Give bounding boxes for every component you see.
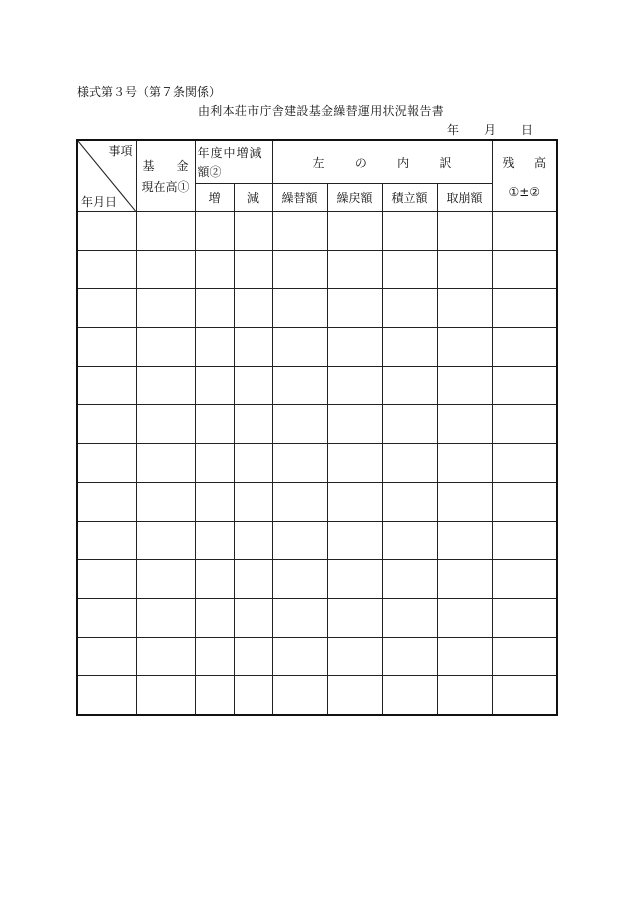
table-cell[interactable] <box>136 598 195 637</box>
table-row <box>77 598 557 637</box>
table-cell[interactable] <box>195 598 234 637</box>
table-cell[interactable] <box>136 212 195 251</box>
table-row <box>77 444 557 483</box>
table-cell[interactable] <box>272 560 327 599</box>
table-cell[interactable] <box>77 444 136 483</box>
header-fund-current: 現在高① <box>141 180 190 194</box>
table-cell[interactable] <box>382 560 437 599</box>
table-cell[interactable] <box>492 405 557 444</box>
table-cell[interactable] <box>272 521 327 560</box>
header-fund-cell <box>136 140 195 212</box>
table-cell[interactable] <box>272 250 327 289</box>
header-breakdown-char-2: の <box>354 155 367 170</box>
table-cell[interactable] <box>272 676 327 715</box>
table-cell[interactable] <box>136 366 195 405</box>
table-row <box>77 366 557 405</box>
date-day-label: 日 <box>521 123 534 137</box>
table-cell[interactable] <box>195 212 234 251</box>
table-cell[interactable] <box>272 366 327 405</box>
header-item-label: 事項 <box>108 144 133 158</box>
table-cell[interactable] <box>234 366 272 405</box>
table-cell[interactable] <box>327 676 382 715</box>
table-cell[interactable] <box>195 521 234 560</box>
table-cell[interactable] <box>492 482 557 521</box>
table-cell[interactable] <box>272 212 327 251</box>
table-cell[interactable] <box>234 444 272 483</box>
table-cell[interactable] <box>234 676 272 715</box>
date-year-label: 年 <box>447 123 460 137</box>
table-cell[interactable] <box>437 366 492 405</box>
table-cell[interactable] <box>492 366 557 405</box>
date-month-label: 月 <box>484 123 497 137</box>
table-cell[interactable] <box>77 560 136 599</box>
table-row <box>77 521 557 560</box>
table-cell[interactable] <box>195 250 234 289</box>
table-cell[interactable] <box>437 405 492 444</box>
table-cell[interactable] <box>382 444 437 483</box>
header-balance-formula: ①±② <box>508 184 541 199</box>
table-cell[interactable] <box>234 405 272 444</box>
table-cell[interactable] <box>136 560 195 599</box>
table-cell[interactable] <box>382 637 437 676</box>
table-cell[interactable] <box>136 676 195 715</box>
header-date-label: 年月日 <box>81 195 118 209</box>
table-cell[interactable] <box>327 521 382 560</box>
table-cell[interactable] <box>382 328 437 367</box>
table-cell[interactable] <box>234 637 272 676</box>
table-cell[interactable] <box>382 405 437 444</box>
table-cell[interactable] <box>195 405 234 444</box>
table-cell[interactable] <box>492 560 557 599</box>
table-cell[interactable] <box>272 289 327 328</box>
table-cell[interactable] <box>234 250 272 289</box>
table-cell[interactable] <box>327 250 382 289</box>
table-row <box>77 250 557 289</box>
table-cell[interactable] <box>195 560 234 599</box>
header-breakdown-char-4: 訳 <box>439 155 452 170</box>
header-kurikae: 繰替額 <box>272 184 327 212</box>
table-cell[interactable] <box>195 289 234 328</box>
table-row <box>77 637 557 676</box>
header-corner-cell <box>77 140 136 212</box>
table-row <box>77 289 557 328</box>
table-cell[interactable] <box>327 637 382 676</box>
table-cell[interactable] <box>195 676 234 715</box>
table-cell[interactable] <box>272 637 327 676</box>
table-cell[interactable] <box>382 366 437 405</box>
table-cell[interactable] <box>437 328 492 367</box>
table-cell[interactable] <box>195 444 234 483</box>
table-cell[interactable] <box>136 444 195 483</box>
table-cell[interactable] <box>195 328 234 367</box>
header-balance-char-1: 残 <box>502 155 515 170</box>
table-cell[interactable] <box>382 289 437 328</box>
table-cell[interactable] <box>136 521 195 560</box>
table-cell[interactable] <box>327 444 382 483</box>
table-cell[interactable] <box>77 482 136 521</box>
header-breakdown-char-3: 内 <box>397 155 410 170</box>
table-cell[interactable] <box>136 328 195 367</box>
table-cell[interactable] <box>77 637 136 676</box>
header-annual-line1: 年度中増減 <box>197 146 263 160</box>
table-row <box>77 560 557 599</box>
header-decrease: 減 <box>234 184 272 212</box>
header-increase: 増 <box>195 184 234 212</box>
table-cell[interactable] <box>77 676 136 715</box>
table-cell[interactable] <box>77 212 136 251</box>
header-torikuzushi: 取崩額 <box>437 184 492 212</box>
table-cell[interactable] <box>437 444 492 483</box>
table-cell[interactable] <box>77 405 136 444</box>
header-annual-line2: 額② <box>197 165 222 179</box>
table-cell[interactable] <box>272 444 327 483</box>
table-cell[interactable] <box>234 560 272 599</box>
table-row <box>77 482 557 521</box>
table-cell[interactable] <box>437 560 492 599</box>
table-cell[interactable] <box>327 328 382 367</box>
table-cell[interactable] <box>492 289 557 328</box>
table-cell[interactable] <box>77 250 136 289</box>
table-cell[interactable] <box>382 521 437 560</box>
document-title: 由利本荘市庁舎建設基金繰替運用状況報告書 <box>198 104 445 118</box>
table-cell[interactable] <box>492 250 557 289</box>
table-cell[interactable] <box>77 328 136 367</box>
table-cell[interactable] <box>272 482 327 521</box>
header-tsumitate: 積立額 <box>382 184 437 212</box>
table-cell[interactable] <box>492 444 557 483</box>
table-cell[interactable] <box>195 637 234 676</box>
table-cell[interactable] <box>77 521 136 560</box>
table-row <box>77 328 557 367</box>
table-cell[interactable] <box>136 250 195 289</box>
table-cell[interactable] <box>234 598 272 637</box>
header-kurimodoshi: 繰戻額 <box>327 184 382 212</box>
table-cell[interactable] <box>136 637 195 676</box>
table-cell[interactable] <box>492 637 557 676</box>
table-cell[interactable] <box>234 521 272 560</box>
table-cell[interactable] <box>382 676 437 715</box>
table-cell[interactable] <box>327 598 382 637</box>
table-cell[interactable] <box>492 676 557 715</box>
table-cell[interactable] <box>382 482 437 521</box>
table-cell[interactable] <box>136 482 195 521</box>
table-cell[interactable] <box>234 289 272 328</box>
table-cell[interactable] <box>77 598 136 637</box>
table-cell[interactable] <box>437 289 492 328</box>
table-cell[interactable] <box>492 328 557 367</box>
table-cell[interactable] <box>327 482 382 521</box>
table-cell[interactable] <box>327 212 382 251</box>
table-cell[interactable] <box>136 405 195 444</box>
table-cell[interactable] <box>234 212 272 251</box>
header-balance-char-2: 高 <box>534 155 547 170</box>
table-cell[interactable] <box>234 328 272 367</box>
table-cell[interactable] <box>327 366 382 405</box>
header-balance-cell <box>492 140 557 212</box>
table-cell[interactable] <box>492 212 557 251</box>
table-cell[interactable] <box>195 366 234 405</box>
table-cell[interactable] <box>136 289 195 328</box>
table-cell[interactable] <box>382 250 437 289</box>
header-breakdown-char-1: 左 <box>312 155 325 170</box>
table-row <box>77 212 557 251</box>
table-cell[interactable] <box>437 521 492 560</box>
table-cell[interactable] <box>437 250 492 289</box>
table-cell[interactable] <box>437 212 492 251</box>
table-cell[interactable] <box>272 405 327 444</box>
table-cell[interactable] <box>77 289 136 328</box>
table-cell[interactable] <box>234 482 272 521</box>
report-table <box>76 139 558 716</box>
form-label: 様式第３号（第７条関係） <box>77 85 222 99</box>
header-annual-cell <box>195 140 272 184</box>
table-row <box>77 676 557 715</box>
table-cell[interactable] <box>437 637 492 676</box>
table-cell[interactable] <box>327 560 382 599</box>
header-fund-char-1: 基 <box>142 159 155 173</box>
table-cell[interactable] <box>327 405 382 444</box>
table-cell[interactable] <box>195 482 234 521</box>
header-fund-char-2: 金 <box>176 159 189 173</box>
table-cell[interactable] <box>437 482 492 521</box>
table-cell[interactable] <box>382 598 437 637</box>
table-cell[interactable] <box>327 289 382 328</box>
table-cell[interactable] <box>437 676 492 715</box>
table-cell[interactable] <box>272 328 327 367</box>
table-cell[interactable] <box>492 598 557 637</box>
table-row <box>77 405 557 444</box>
table-cell[interactable] <box>437 598 492 637</box>
table-cell[interactable] <box>382 212 437 251</box>
header-breakdown-cell <box>272 140 492 184</box>
table-cell[interactable] <box>492 521 557 560</box>
table-cell[interactable] <box>77 366 136 405</box>
table-cell[interactable] <box>272 598 327 637</box>
